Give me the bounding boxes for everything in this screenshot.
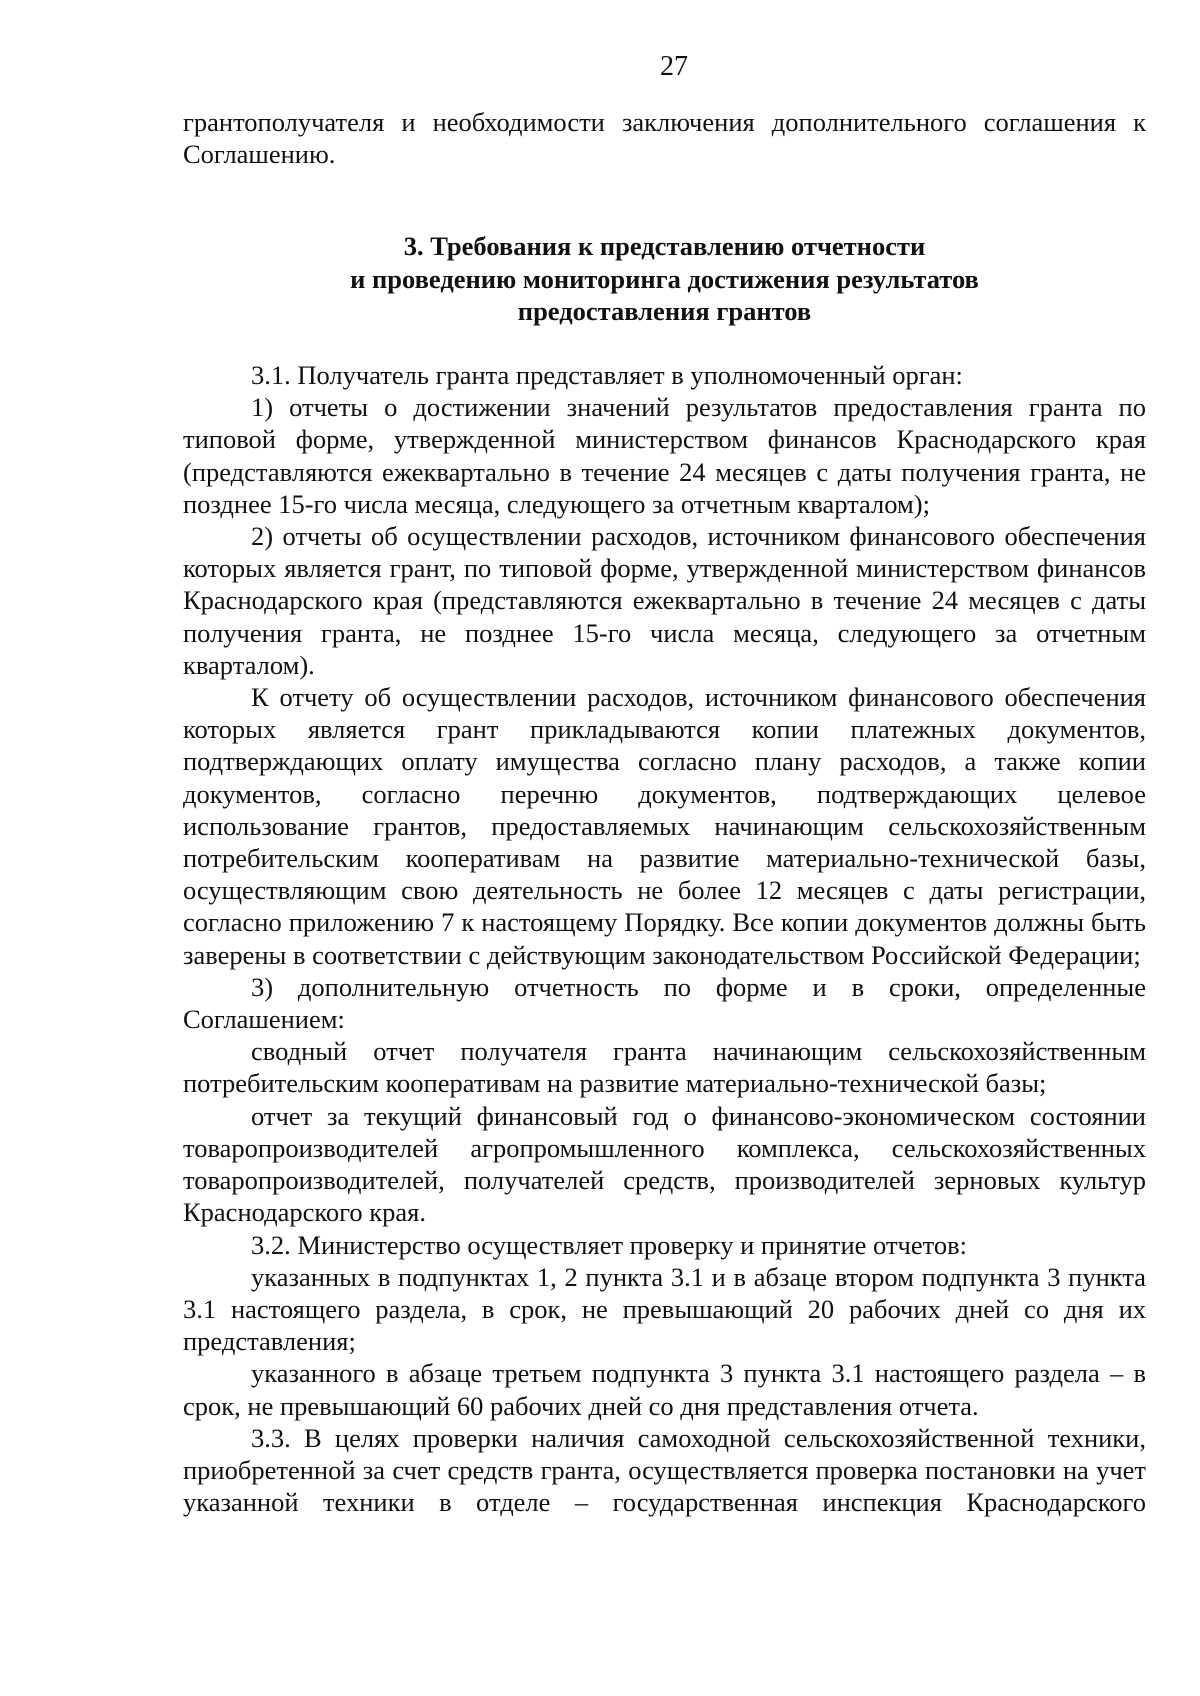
paragraph-check-term-60: указанного в абзаце третьем подпункта 3 пункта 3.1 настоящего раздела – в срок, не превышающий 60 рабочих дней со дня представления отчета. <box>183 1358 1146 1421</box>
section-heading-line: и проведению мониторинга достижения результатов <box>350 263 979 294</box>
section-heading <box>183 230 1146 327</box>
section-heading-line: предоставления грантов <box>517 295 812 326</box>
paragraph-3-3: 3.3. В целях проверки наличия самоходной сельскохозяйственной техники, приобретенной за счет средств гранта, осуществляется проверка постановки на учет указанной техники в отделе – государственная инспекция Краснодарского <box>183 1422 1146 1518</box>
paragraph-annual-report: отчет за текущий финансовый год о финансово-экономическом состоянии товаропроизводителей агропромышленного комплекса, сельскохозяйственных товаропроизводителей, получателей средств, производителей зерновых культур Краснодарского края. <box>183 1100 1146 1228</box>
paragraph-subitem-2: 2) отчеты об осуществлении расходов, источником финансового обеспечения которых является грант, по типовой форме, утвержденной министерством финансов Краснодарского края (представляются ежеквартально в течение 24 месяцев с даты получения гранта, не позднее 15-го числа месяца, следующего за отчетным кварталом). <box>183 521 1146 680</box>
paragraph-check-term-20: указанных в подпунктах 1, 2 пункта 3.1 и в абзаце втором подпункта 3 пункта 3.1 настоящего раздела, в срок, не превышающий 20 рабочих дней со дня их представления; <box>183 1261 1146 1357</box>
paragraph-3-1: 3.1. Получатель гранта представляет в уполномоченный орган: <box>251 360 963 391</box>
section-heading-line: 3. Требования к представлению отчетности <box>403 231 926 262</box>
paragraph-subitem-1: 1) отчеты о достижении значений результатов предоставления гранта по типовой форме, утвержденной министерством финансов Краснодарского края (представляются ежеквартально в течение 24 месяцев с даты получения гранта, не позднее 15-го числа месяца, следующего за отчетным кварталом); <box>183 392 1146 519</box>
paragraph-subitem-3: 3) дополнительную отчетность по форме и в сроки, определенные Соглашением: <box>183 971 1146 1035</box>
paragraph-report-attachments: К отчету об осуществлении расходов, источником финансового обеспечения которых является грант прикладываются копии платежных документов, подтверждающих оплату имущества согласно плану расходов, а также копии документов, согласно перечню документов, подтверждающих целевое использование грантов, предоставляемых начинающим сельскохозяйственным потребительским кооперативам на развитие материально-технической базы, осуществляющим свою деятельность не более 12 месяцев с даты регистрации, согласно приложению 7 к настоящему Порядку. Все копии документов должны быть заверены в соответствии с действующим законодательством Российской Федерации; <box>183 682 1146 970</box>
document-body <box>183 106 1146 1518</box>
paragraph-3-2: 3.2. Министерство осуществляет проверку и принятие отчетов: <box>251 1229 967 1260</box>
paragraph-summary-report: сводный отчет получателя гранта начинающим сельскохозяйственным потребительским кооперативам на развитие материально-технической базы; <box>183 1036 1146 1099</box>
continuation-paragraph: грантополучателя и необходимости заключения дополнительного соглашения к Соглашению. <box>183 107 1146 170</box>
page-number: 27 <box>660 51 688 82</box>
